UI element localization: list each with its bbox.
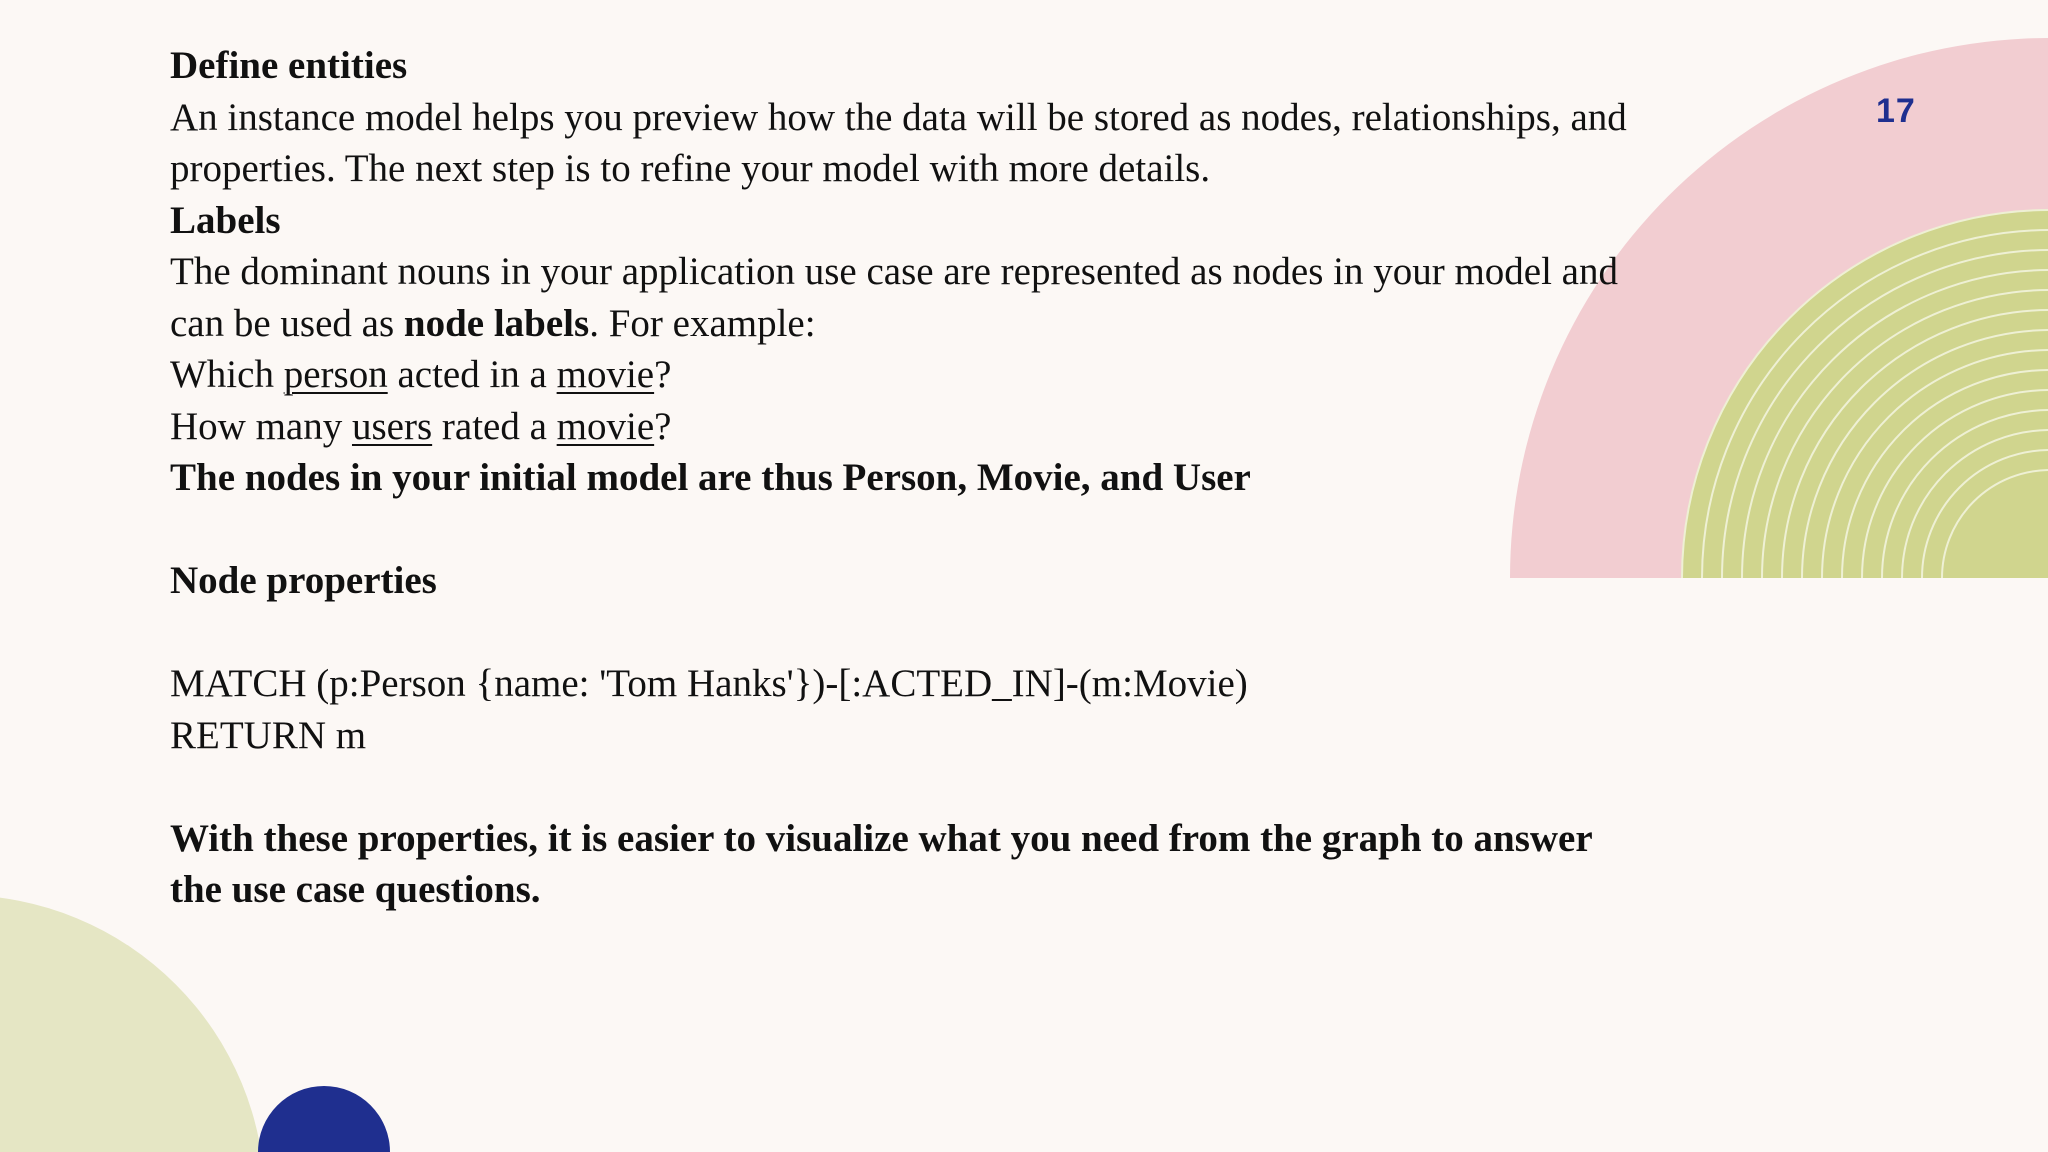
intro-paragraph-line-2: properties. The next step is to refine your model with more details. <box>170 147 1211 190</box>
page-number: 17 <box>1876 92 1916 130</box>
example2-text-3: ? <box>654 404 672 448</box>
example1-noun-movie: movie <box>556 353 655 396</box>
cypher-query-line-2: RETURN m <box>170 713 367 757</box>
labels-line2-post: . For example: <box>589 301 816 345</box>
example2-text-2: rated a <box>432 404 557 448</box>
bottom-left-green-blob <box>0 895 265 1152</box>
node-labels-term: node labels <box>403 301 590 345</box>
slide-body <box>170 40 1810 916</box>
intro-paragraph-line-1: An instance model helps you preview how the data will be stored as nodes, relationships, and <box>170 95 1627 139</box>
navy-circle-shape <box>258 1086 390 1152</box>
spacer <box>170 607 1810 659</box>
example-question-1 <box>170 349 1810 401</box>
heading-define-entities: Define entities <box>170 44 408 87</box>
example1-text-1: Which <box>170 353 284 396</box>
nodes-summary: The nodes in your initial model are thus Person, Movie, and User <box>170 456 1251 499</box>
example1-noun-person: person <box>283 353 388 396</box>
heading-labels: Labels <box>170 198 281 242</box>
example-question-2 <box>170 401 1810 453</box>
spacer <box>170 761 1810 813</box>
labels-paragraph-line-1: The dominant nouns in your application use case are represented as nodes in your model and <box>170 250 1618 293</box>
example2-text-1: How many <box>170 404 352 448</box>
example2-noun-users: users <box>351 404 433 448</box>
example1-text-2: acted in a <box>387 353 557 396</box>
labels-paragraph-line-2 <box>170 298 1810 350</box>
example1-text-3: ? <box>654 353 672 396</box>
cypher-query-line-1: MATCH (p:Person {name: 'Tom Hanks'})-[:ACTED_IN]-(m:Movie) <box>170 662 1248 705</box>
conclusion-line-1: With these properties, it is easier to visualize what you need from the graph to answer <box>170 816 1593 860</box>
example2-noun-movie: movie <box>556 404 655 448</box>
labels-line2-pre: can be used as <box>170 301 404 345</box>
conclusion-line-2: the use case questions. <box>170 868 541 911</box>
spacer <box>170 504 1810 556</box>
heading-node-properties: Node properties <box>170 559 437 602</box>
